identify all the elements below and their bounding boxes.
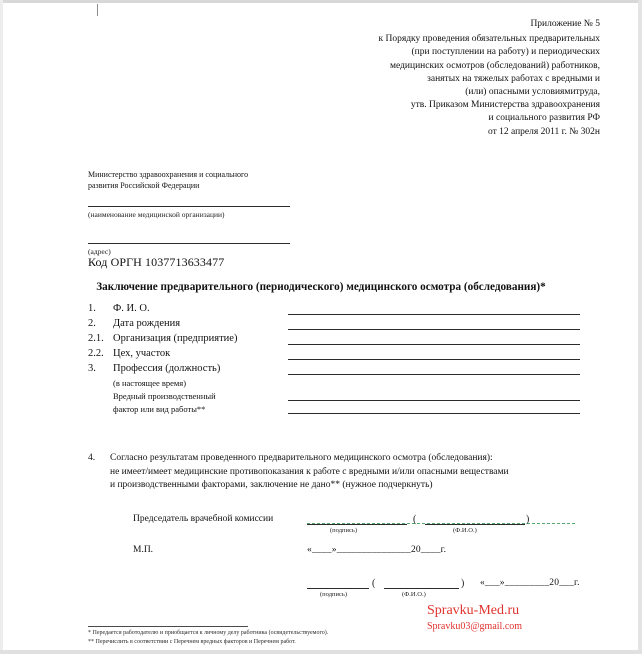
scan-edge-bottom [0, 650, 642, 654]
field-subnote: (в настоящее время) [113, 378, 187, 388]
page-title: Заключение предварительного (периодического) медицинского осмотра (обследования)* [96, 281, 546, 293]
appendix-line-8: от 12 апреля 2011 г. № 302н [487, 126, 600, 137]
field-number: 2.2. [88, 348, 104, 359]
footnote-separator [88, 626, 248, 627]
field-subnote: Вредный производственный [113, 391, 216, 401]
field-row [88, 303, 558, 318]
watermark-email: Spravku03@gmail.com [427, 621, 523, 632]
page-tick-mark [97, 4, 98, 16]
field-row [88, 333, 558, 348]
appendix-line-7: и социального развития РФ [488, 113, 600, 124]
conclusion-paragraph [88, 452, 578, 493]
field-row [88, 318, 558, 333]
field-write-line[interactable] [288, 359, 580, 360]
conclusion-line-2: не имеет/имеет медицинские противопоказания к работе с вредными и/или опасными веществами [110, 466, 509, 477]
address-caption: (адрес) [88, 247, 111, 256]
signature-caption: (подпись) [330, 527, 357, 534]
fio-caption: (Ф.И.О.) [453, 527, 477, 534]
appendix-title: Приложение № 5 [530, 19, 600, 29]
second-fio-caption: (Ф.И.О.) [402, 591, 426, 598]
conclusion-line-3: и производственными факторами, заключение не дано** (нужное подчеркнуть) [110, 480, 433, 491]
field-write-line[interactable] [288, 329, 580, 330]
scan-edge-top [0, 0, 642, 3]
appendix-line-3: медицинских осмотров (обследований) работников, [389, 60, 600, 71]
appendix-line-6: утв. Приказом Министерства здравоохранения [410, 100, 600, 111]
field-subnote-row [88, 404, 558, 417]
ministry-block [88, 169, 318, 191]
chairman-signature-line[interactable] [307, 524, 407, 525]
date-line-primary[interactable]: «____»_______________20____г. [307, 545, 447, 555]
field-subnote-row [88, 378, 558, 391]
organization-name-rule [88, 206, 290, 207]
appendix-line-5: (или) опасными условиямитруда, [465, 87, 600, 98]
ogrn-code: Код ОРГН 1037713633477 [88, 255, 225, 269]
date-line-secondary[interactable]: «___»_________20___г. [480, 578, 580, 588]
field-label: Цех, участок [113, 348, 171, 359]
organization-name-caption: (наименование медицинской организации) [88, 210, 225, 219]
chairman-paren-close: ) [526, 514, 530, 525]
field-number: 3. [88, 363, 96, 374]
second-signature-caption: (подпись) [320, 591, 347, 598]
field-number: 1. [88, 303, 96, 314]
field-write-line[interactable] [288, 374, 580, 375]
field-write-line[interactable] [288, 344, 580, 345]
second-fio-line[interactable] [384, 588, 459, 589]
field-write-line[interactable] [288, 314, 580, 315]
appendix-line-1: к Порядку проведения обязательных предварительных [378, 34, 600, 45]
field-label: Профессия (должность) [113, 363, 221, 374]
field-write-line[interactable] [288, 413, 580, 414]
scan-edge-right [638, 0, 642, 654]
chairman-paren-open: ( [413, 514, 417, 525]
second-paren-open: ( [372, 578, 376, 589]
appendix-line-4: занятых на тяжелых работах с вредными и [427, 73, 600, 84]
second-paren-close: ) [461, 578, 465, 589]
chairman-label: Председатель врачебной комиссии [133, 514, 274, 524]
field-label: Ф. И. О. [113, 303, 150, 314]
field-subnote-row [88, 391, 558, 404]
field-number: 2. [88, 318, 96, 329]
field-write-line[interactable] [288, 400, 580, 401]
field-number: 2.1. [88, 333, 104, 344]
ministry-line-2: развития Российской Федерации [88, 181, 200, 190]
fields-list [88, 303, 558, 417]
appendix-line-2: (при поступлении на работу) и периодических [411, 47, 600, 58]
appendix-header [300, 18, 600, 139]
footnote-2: ** Перечислить в соответствии с Перечнем вредных факторов и Перечнем работ. [88, 639, 296, 645]
footnote-1: * Передается работодателю и приобщается к личному делу работника (освидетельствуемого). [88, 630, 329, 636]
field-label: Дата рождения [113, 318, 181, 329]
address-rule [88, 243, 290, 244]
field-row [88, 348, 558, 363]
conclusion-line-1: Согласно результатам проведенного предварительного медицинского осмотра (обследования): [110, 453, 493, 463]
second-signature-line[interactable] [307, 588, 369, 589]
field-row [88, 363, 558, 378]
ministry-line-1: Министерство здравоохранения и социального [88, 170, 249, 179]
field-subnote: фактор или вид работы** [113, 404, 206, 414]
stamp-label: М.П. [133, 545, 154, 555]
field-label: Организация (предприятие) [113, 333, 238, 344]
scan-edge-left [0, 0, 3, 654]
chairman-fio-line[interactable] [425, 524, 525, 525]
watermark-site: Spravku-Med.ru [427, 603, 520, 618]
conclusion-number: 4. [88, 453, 96, 463]
